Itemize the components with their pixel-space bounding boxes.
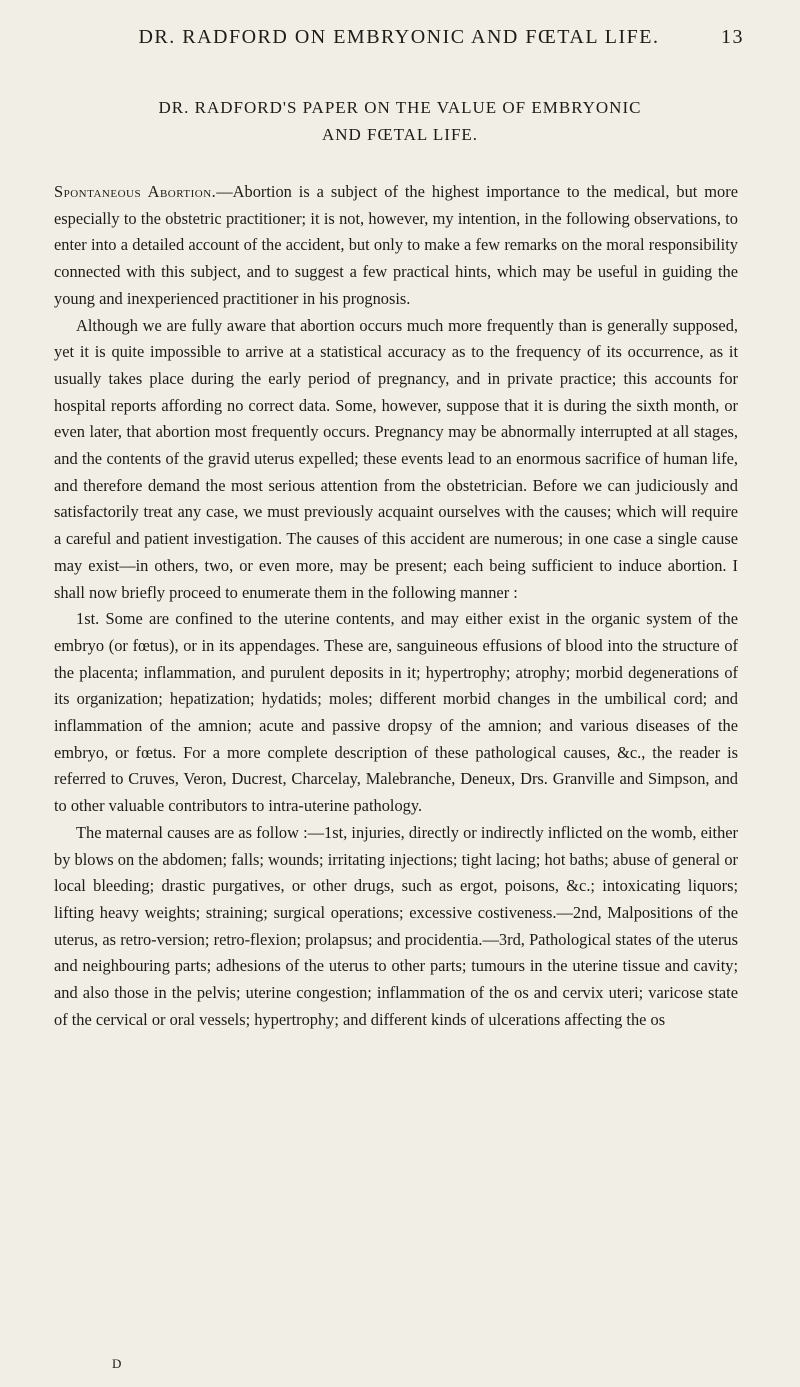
article-title bbox=[40, 94, 760, 148]
page-number: 13 bbox=[721, 26, 744, 48]
running-title: DR. RADFORD ON EMBRYONIC AND FŒTAL LIFE. bbox=[138, 26, 660, 48]
paragraph-3: 1st. Some are confined to the uterine contents, and may either exist in the organic system of the embryo (or fœtus), or in its appendages. These are, sanguineous effusions of blood into the structure of the placenta; inflammation, and purulent deposits in it; hypertrophy; atrophy; morbid degenerations of its organization; hepatization; hydatids; moles; different morbid changes in the umbilical cord; and inflammation of the amnion; acute and passive dropsy of the amnion; and various diseases of the embryo, or fœtus. For a more complete description of these pathological causes, &c., the reader is referred to Cruves, Veron, Ducrest, Charcelay, Malebranche, Deneux, Drs. Granville and Simpson, and to other valuable contributors to intra-uterine pathology. bbox=[54, 609, 738, 816]
paragraph-2: Although we are fully aware that abortion occurs much more frequently than is generally supposed, yet it is quite impossible to arrive at a statistical accuracy as to the frequency of its occurrence, as it usually takes place during the early period of pregnancy, and in private practice; this accounts for hospital reports affording no correct data. Some, however, suppose that it is during the sixth month, or even later, that abortion most frequently occurs. Pregnancy may be abnormally interrupted at all stages, and the contents of the gravid uterus expelled; these events lead to an enormous sacrifice of human life, and therefore demand the most serious attention from the obstetrician. Before we can judiciously and satisfactorily treat any case, we must previously acquaint ourselves with the causes; which will require a careful and patient investigation. The causes of this accident are numerous; in one case a single cause may exist—in others, two, or even more, may be present; each being sufficient to induce abortion. I shall now briefly proceed to enumerate them in the following manner : bbox=[54, 315, 738, 602]
paragraph-1-text: —Abortion is a subject of the highest importance to the medical, but more especially to the obstetric practitioner; it is not, however, my intention, in the following observations, to enter into a detailed account of the accident, but only to make a few remarks on the moral responsibility connected with this subject, and to suggest a few practical hints, which may be useful in guiding the young and inexperienced practitioner in his prognosis. bbox=[54, 182, 738, 308]
article-title-line-2: AND FŒTAL LIFE. bbox=[321, 125, 479, 144]
running-head bbox=[54, 26, 744, 49]
article-body bbox=[54, 179, 738, 1034]
paragraph-4: The maternal causes are as follow :—1st, injuries, directly or indirectly inflicted on the womb, either by blows on the abdomen; falls; wounds; irritating injections; tight lacing; hot baths; abuse of general or local bleeding; drastic purgatives, or other drugs, such as ergot, poisons, &c.; intoxicating liquors; lifting heavy weights; straining; surgical operations; excessive costiveness.—2nd, Malpositions of the uterus, as retro-version; retro-flexion; prolapsus; and procidentia.—3rd, Pathological states of the uterus and neighbouring parts; adhesions of the uterus to other parts; tumours in the uterine tissue and cavity; and also those in the pelvis; uterine congestion; inflammation of the os and cervix uteri; varicose state of the cervical or oral vessels; hypertrophy; and different kinds of ulcerations affecting the os bbox=[54, 822, 738, 1029]
signature-mark: D bbox=[112, 1356, 122, 1371]
paragraph-1 bbox=[54, 179, 738, 313]
article-title-line-1: DR. RADFORD'S PAPER ON THE VALUE OF EMBRYONIC bbox=[158, 98, 642, 117]
section-lead-in: Spontaneous Abortion. bbox=[54, 182, 217, 201]
